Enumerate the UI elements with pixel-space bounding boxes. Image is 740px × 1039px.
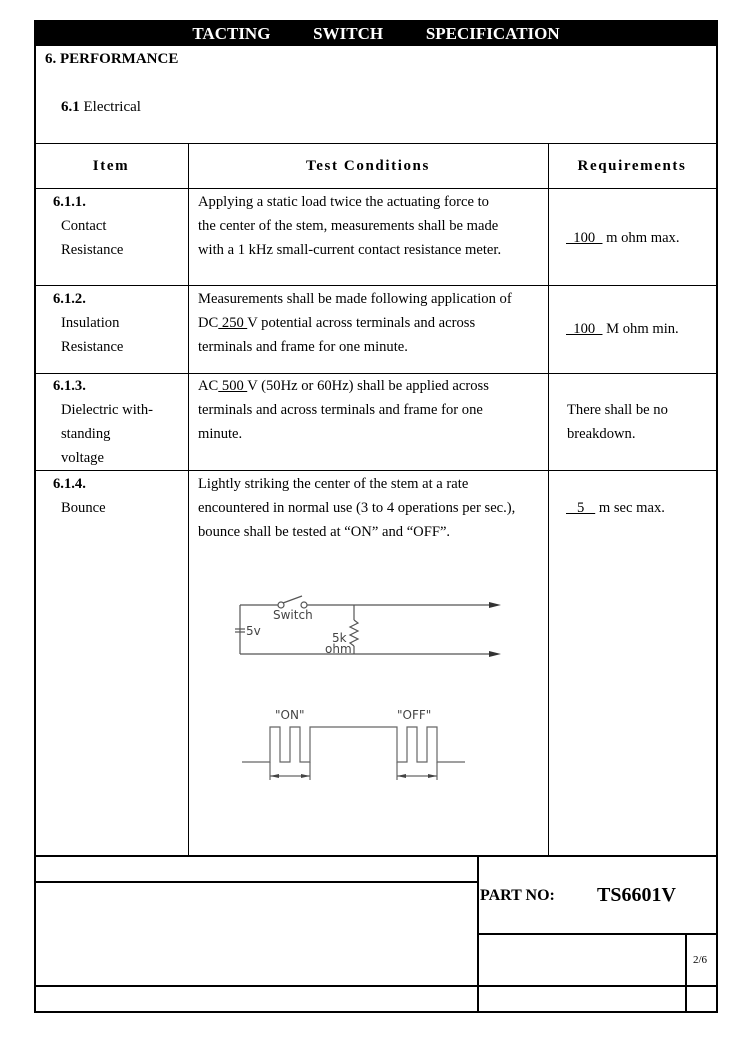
table-top-border: [34, 143, 718, 144]
condition-suffix: V (50Hz or 60Hz) shall be applied across: [247, 378, 489, 394]
test-voltage-value: 500: [218, 378, 248, 394]
item-name-line: Bounce: [61, 500, 106, 516]
document-title-bar: [34, 20, 718, 46]
column-divider-1: [188, 143, 189, 855]
row-item-6-1-2: [53, 287, 123, 359]
requirement-unit: M ohm min.: [602, 321, 679, 337]
condition-line: terminals and frame for one minute.: [198, 339, 408, 355]
title-block-bottom-row-border: [34, 985, 718, 987]
row-item-6-1-1: [53, 190, 123, 262]
requirement-value: 5: [566, 500, 596, 516]
row-conditions-6-1-1: [198, 190, 501, 262]
dimension-arrow-icon: [428, 774, 437, 778]
row-item-6-1-4: [53, 472, 106, 520]
item-number: 6.1.2.: [53, 291, 86, 307]
condition-line: encountered in normal use (3 to 4 operations per sec.),: [198, 500, 516, 516]
row-requirement-6-1-2: [566, 317, 679, 341]
section-title: 6. PERFORMANCE: [45, 51, 179, 67]
row-conditions-6-1-2: [198, 287, 512, 359]
row-conditions-6-1-4: [198, 472, 515, 544]
item-name-line: Resistance: [61, 339, 124, 355]
on-label: "ON": [275, 708, 305, 722]
dimension-arrow-icon: [397, 774, 406, 778]
column-divider-2: [548, 143, 549, 855]
document-title: TACTING SWITCH SPECIFICATION: [192, 24, 560, 43]
header-requirements: Requirements: [577, 158, 687, 174]
condition-line: with a 1 kHz small-current contact resistance meter.: [198, 242, 502, 258]
row-requirement-6-1-4: [566, 496, 665, 520]
condition-prefix: AC: [198, 378, 219, 394]
item-name-line: voltage: [61, 450, 104, 466]
header-item: Item: [92, 158, 130, 174]
condition-line: Measurements shall be made following application of: [198, 291, 512, 307]
title-block-right-divider: [477, 933, 718, 935]
row-divider-1: [34, 285, 718, 286]
item-number: 6.1.4.: [53, 476, 86, 492]
condition-suffix: V potential across terminals and across: [247, 315, 476, 331]
frame-bottom-border: [34, 1011, 718, 1013]
title-block-top-border: [34, 855, 718, 857]
condition-line: terminals and across terminals and frame for one: [198, 402, 483, 418]
item-number: 6.1.1.: [53, 194, 86, 210]
part-number-value: TS6601V: [597, 884, 676, 906]
page-box-divider: [685, 933, 687, 1012]
condition-line: Applying a static load twice the actuating force to: [198, 194, 489, 210]
dimension-arrow-icon: [270, 774, 279, 778]
item-number: 6.1.3.: [53, 378, 86, 394]
page-number: 2/6: [693, 954, 708, 966]
requirement-line: There shall be no: [567, 402, 668, 418]
item-name-line: Insulation: [61, 315, 120, 331]
row-item-6-1-3: [53, 374, 153, 470]
requirement-line: breakdown.: [567, 426, 636, 442]
header-row-border: [34, 188, 718, 189]
header-test-conditions: Test Conditions: [306, 158, 430, 174]
item-name-line: standing: [61, 426, 111, 442]
resistor-unit-label: ohm: [325, 642, 352, 656]
title-block-left-divider: [34, 881, 477, 883]
item-name-line: Dielectric with-: [61, 402, 153, 418]
test-voltage-value: 250: [218, 315, 248, 331]
requirement-value: 100: [566, 230, 603, 246]
dimension-arrow-icon: [301, 774, 310, 778]
bounce-waveform-diagram: [230, 695, 480, 790]
requirement-value: 100: [566, 321, 603, 337]
condition-line: [198, 311, 512, 335]
subsection-title: [61, 99, 141, 116]
bounce-test-circuit-diagram: [225, 590, 515, 665]
row-requirement-6-1-1: [566, 226, 680, 250]
condition-line: minute.: [198, 426, 243, 442]
off-label: "OFF": [397, 708, 432, 722]
requirement-unit: m ohm max.: [602, 230, 680, 246]
condition-line: Lightly striking the center of the stem at a rate: [198, 476, 469, 492]
requirement-unit: m sec max.: [595, 500, 665, 516]
condition-line: [198, 374, 489, 398]
row-conditions-6-1-3: [198, 374, 489, 446]
output-arrow-icon: [489, 602, 501, 608]
part-number-label: PART NO:: [480, 887, 555, 904]
row-requirement-6-1-3: [567, 398, 668, 446]
source-voltage-label: 5v: [246, 624, 261, 638]
frame-right-border: [716, 20, 718, 1012]
condition-prefix: DC: [198, 315, 219, 331]
switch-label: Switch: [273, 608, 313, 622]
condition-line: the center of the stem, measurements shall be made: [198, 218, 499, 234]
condition-line: bounce shall be tested at “ON” and “OFF”.: [198, 524, 451, 540]
item-name-line: Contact: [61, 218, 107, 234]
resistor-value-label: 5k: [332, 631, 347, 645]
output-arrow-icon: [489, 651, 501, 657]
subsection-label: Electrical: [83, 99, 141, 115]
row-divider-3: [34, 470, 718, 471]
subsection-number: 6.1: [61, 99, 80, 115]
item-name-line: Resistance: [61, 242, 124, 258]
